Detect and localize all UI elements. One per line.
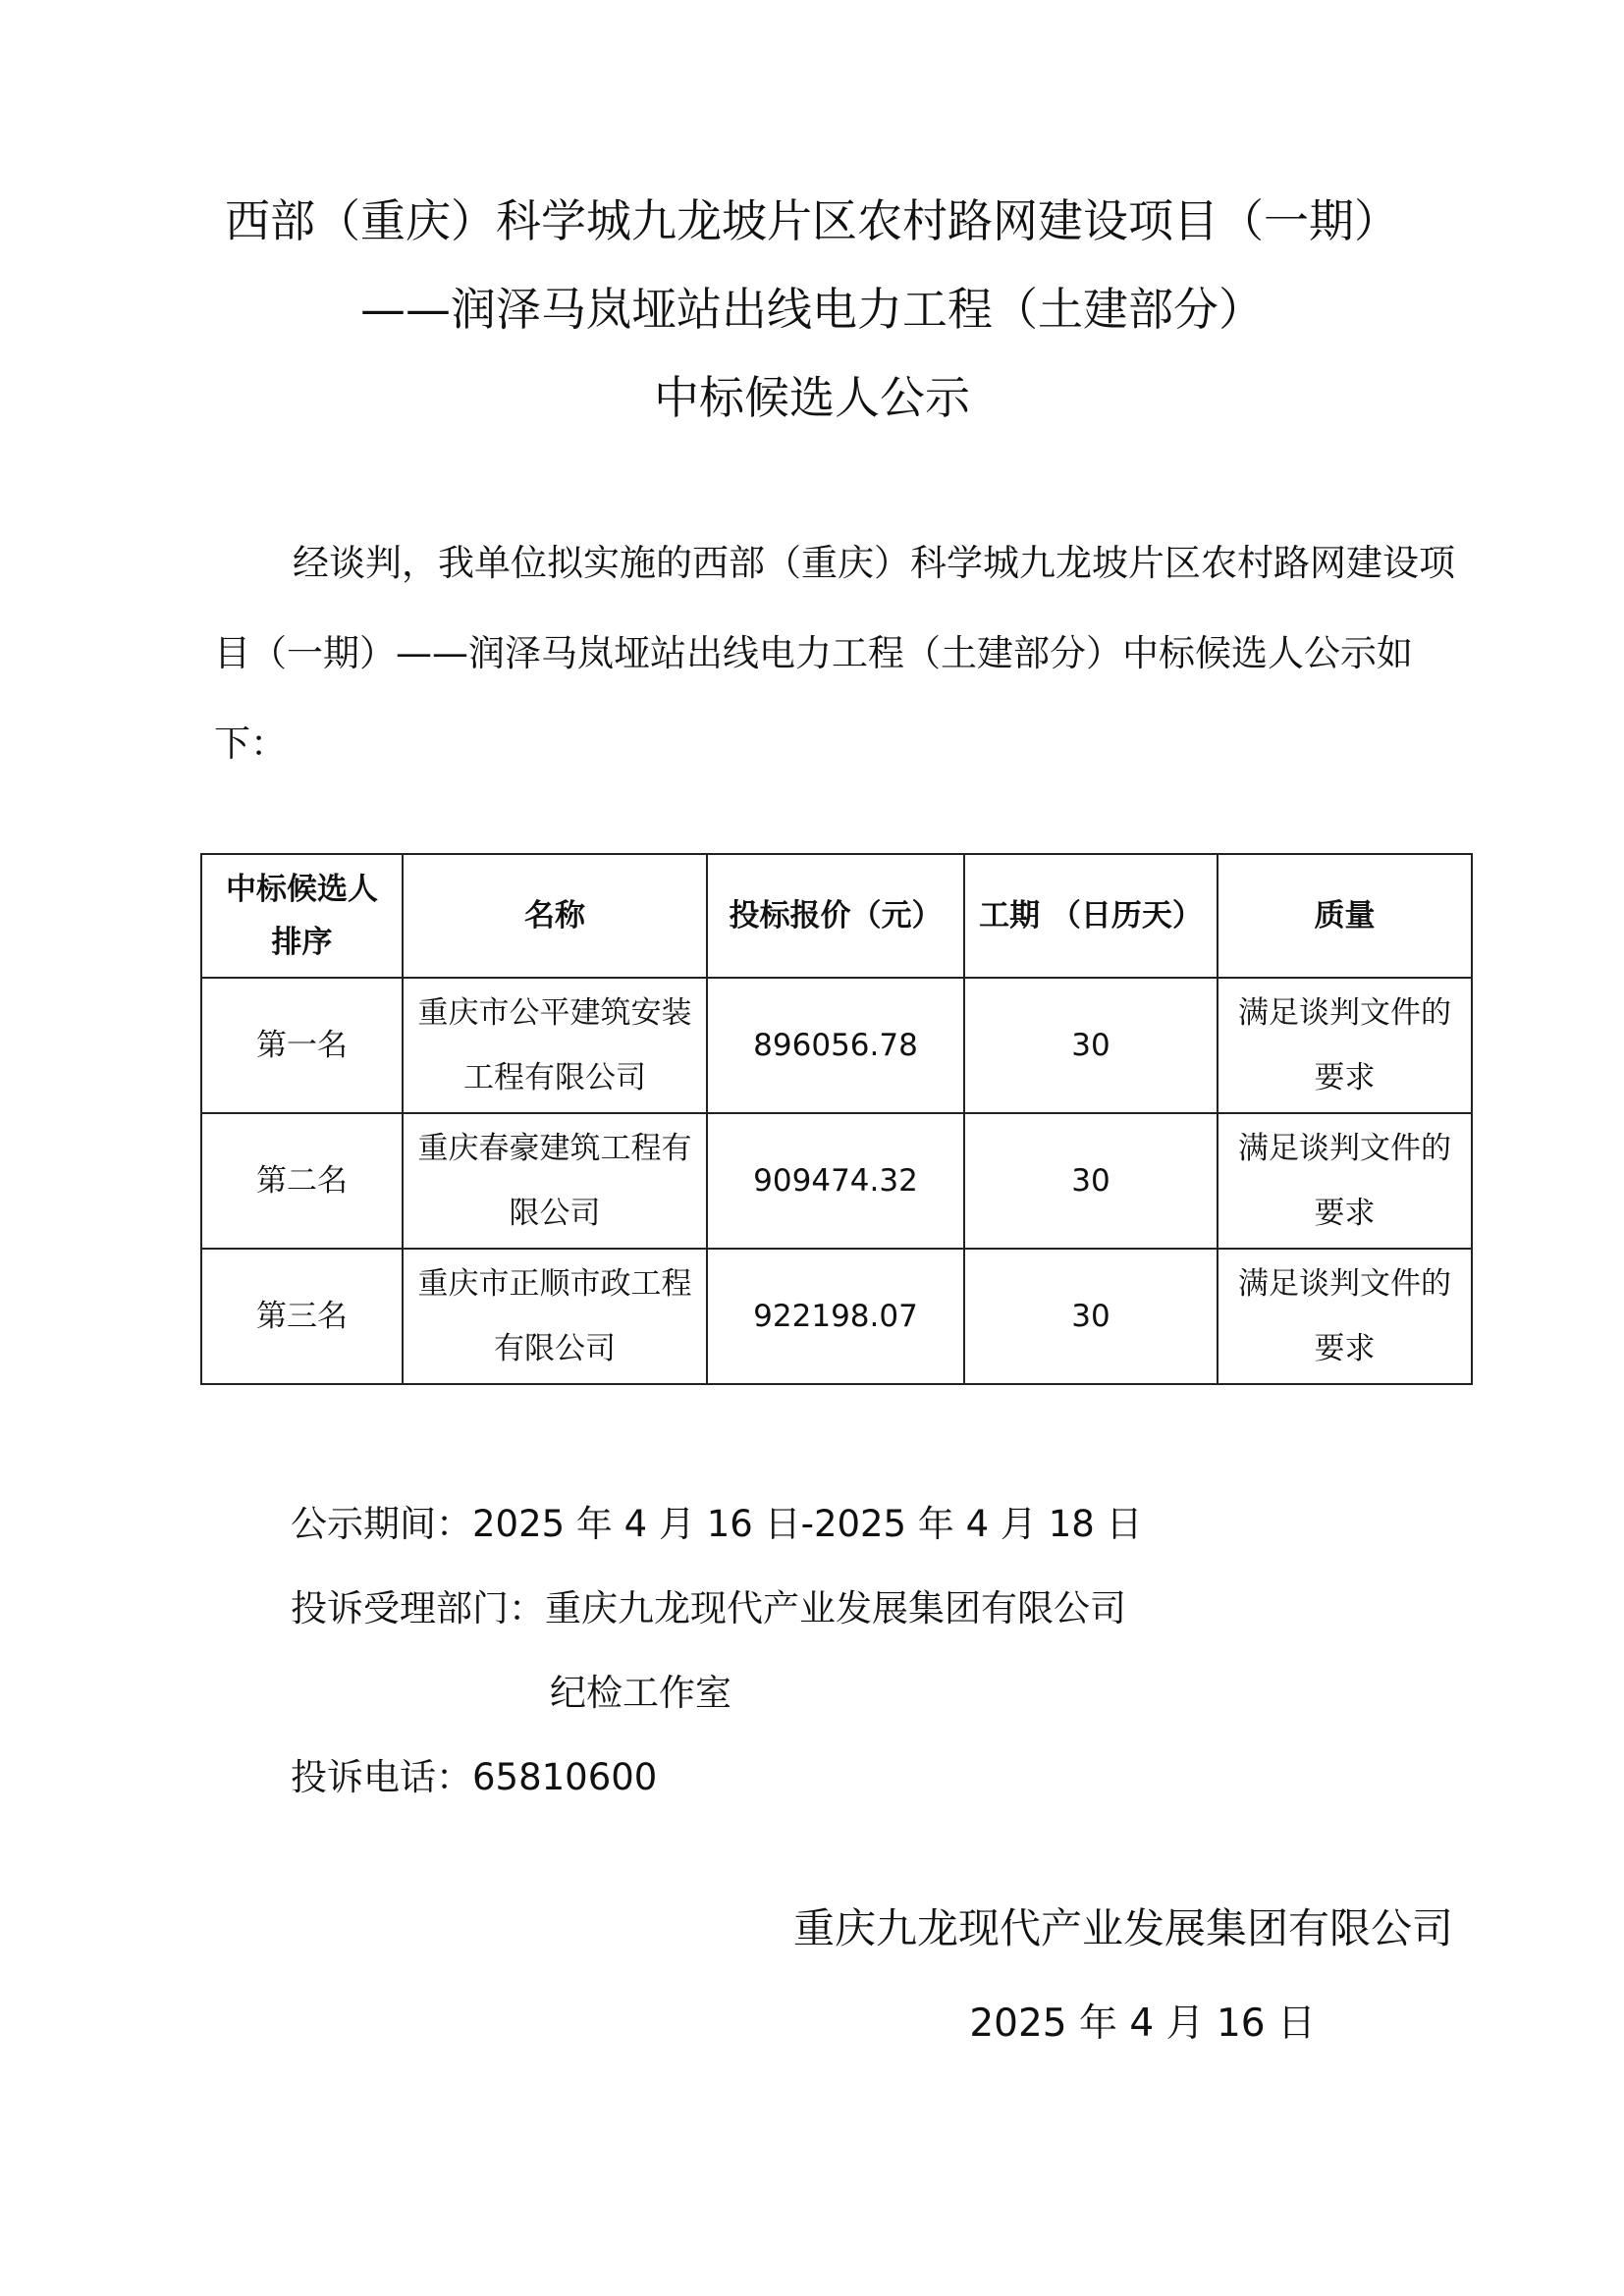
- cell-period: 30: [964, 978, 1218, 1113]
- cell-quality: 满足谈判文件的要求: [1218, 1249, 1472, 1384]
- cell-period: 30: [964, 1249, 1218, 1384]
- title-line-1: 西部（重庆）科学城九龙坡片区农村路网建设项目（一期）: [225, 194, 1399, 247]
- complaint-phone: 投诉电话：65810600: [291, 1756, 658, 1798]
- title-line-2: ——润泽马岚垭站出线电力工程（土建部分）: [360, 283, 1264, 336]
- cell-rank: 第一名: [201, 978, 403, 1113]
- complaint-department: 投诉受理部门：重庆九龙现代产业发展集团有限公司: [291, 1587, 1126, 1629]
- cell-price: 909474.32: [707, 1113, 964, 1249]
- cell-quality: 满足谈判文件的要求: [1218, 978, 1472, 1113]
- cell-name: 重庆市公平建筑安装工程有限公司: [403, 978, 707, 1113]
- cell-price: 922198.07: [707, 1249, 964, 1384]
- intro-paragraph: 经谈判，我单位拟实施的西部（重庆）科学城九龙坡片区农村路网建设项目（一期）——润泽马岚垭站出线电力工程（土建部分）中标候选人公示如下：: [214, 542, 1455, 765]
- cell-name: 重庆春豪建筑工程有限公司: [403, 1113, 707, 1249]
- notice-info: [291, 1482, 1143, 1820]
- header-rank: 中标候选人排序: [201, 854, 403, 978]
- cell-rank: 第二名: [201, 1113, 403, 1249]
- cell-period: 30: [964, 1113, 1218, 1249]
- notice-period: 公示期间：2025 年 4 月 16 日-2025 年 4 月 18 日: [291, 1503, 1143, 1545]
- table-row: [201, 1113, 1472, 1249]
- table-row: [201, 1249, 1472, 1384]
- table-row: [201, 978, 1472, 1113]
- complaint-office: 纪检工作室: [550, 1672, 731, 1714]
- intro-section: [214, 518, 1461, 789]
- cell-name: 重庆市正顺市政工程有限公司: [403, 1249, 707, 1384]
- header-price: 投标报价（元）: [707, 854, 964, 978]
- signature-organization: 重庆九龙现代产业发展集团有限公司: [792, 1904, 1453, 1952]
- cell-quality: 满足谈判文件的要求: [1218, 1113, 1472, 1249]
- signature-date: 2025 年 4 月 16 日: [969, 2002, 1316, 2046]
- header-name: 名称: [403, 854, 707, 978]
- header-quality: 质量: [1218, 854, 1472, 978]
- cell-price: 896056.78: [707, 978, 964, 1113]
- candidate-table: [200, 853, 1473, 1385]
- header-period: 工期 （日历天）: [964, 854, 1218, 978]
- table-header-row: [201, 854, 1472, 978]
- cell-rank: 第三名: [201, 1249, 403, 1384]
- title-line-3: 中标候选人公示: [654, 371, 970, 424]
- document-title: [147, 177, 1477, 442]
